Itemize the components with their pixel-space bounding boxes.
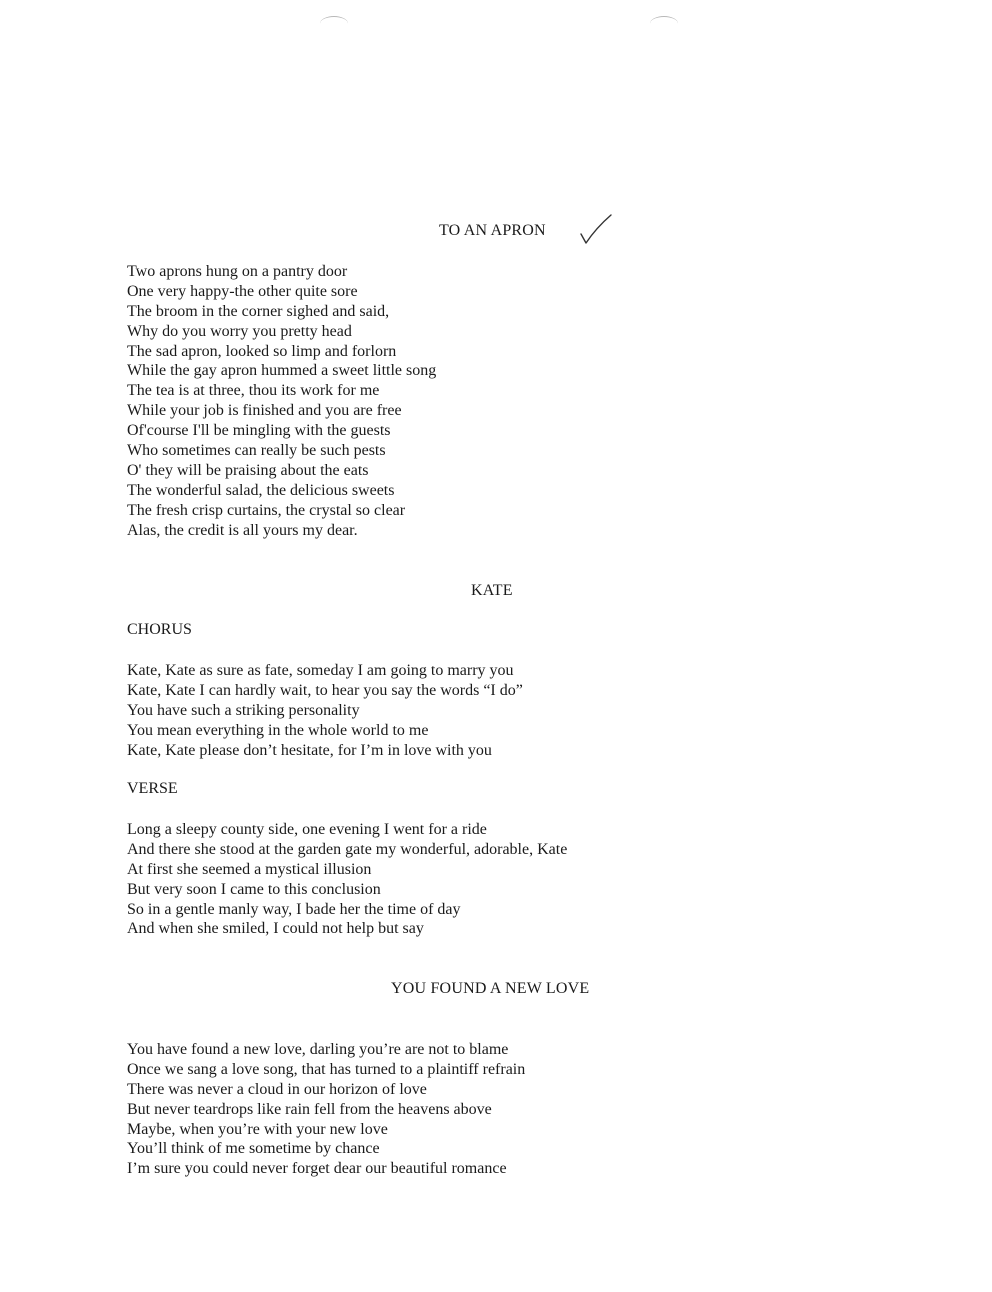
poem-line: But very soon I came to this conclusion [127,880,381,898]
poem-line: I’m sure you could never forget dear our beautiful romance [127,1160,507,1178]
poem-line: Maybe, when you’re with your new love [127,1120,388,1138]
poem-line: Long a sleepy county side, one evening I went for a ride [127,821,487,838]
poem-title-to-an-apron: TO AN APRON [439,222,546,239]
poem-line: But never teardrops like rain fell from the heavens above [127,1100,492,1118]
poem-line: And when she smiled, I could not help but say [127,920,424,938]
scan-artifact-mark [650,16,678,31]
poem-line: And there she stood at the garden gate my wonderful, adorable, Kate [127,840,568,858]
poem-line: Kate, Kate as sure as fate, someday I am going to marry you [127,662,514,679]
poem-line: There was never a cloud in our horizon of love [127,1080,427,1098]
handwritten-checkmark-icon [578,212,614,248]
poem-line: The broom in the corner sighed and said, [127,302,390,320]
poem-line: You’ll think of me sometime by chance [127,1140,380,1158]
poem-line: Why do you worry you pretty head [127,322,352,340]
verse-stanza [127,820,567,939]
poem-title-you-found-a-new-love: YOU FOUND A NEW LOVE [391,980,590,997]
poem-line: The fresh crisp curtains, the crystal so clear [127,501,406,519]
chorus-stanza [127,661,523,760]
poem-line: O' they will be praising about the eats [127,461,369,479]
poem-title-kate: KATE [471,582,513,599]
poem-line: While the gay apron hummed a sweet little song [127,362,437,380]
verse-heading: VERSE [127,780,178,797]
poem-line: Of'course I'll be mingling with the guests [127,422,391,440]
poem-line: The sad apron, looked so limp and forlorn [127,342,397,360]
poem-line: You have found a new love, darling you’re are not to blame [127,1041,509,1058]
poem-line: Who sometimes can really be such pests [127,442,386,460]
poem-line: Kate, Kate please don’t hesitate, for I’m in love with you [127,741,492,759]
poem-line: So in a gentle manly way, I bade her the time of day [127,900,461,918]
poem-line: Once we sang a love song, that has turned to a plaintiff refrain [127,1060,526,1078]
poem-line: The wonderful salad, the delicious sweets [127,481,395,499]
poem-line: You mean everything in the whole world to me [127,721,429,739]
scan-artifact-mark [320,16,348,31]
poem-line: While your job is finished and you are free [127,402,402,420]
poem-line: The tea is at three, thou its work for me [127,382,380,400]
poem-stanza-new-love [127,1040,525,1179]
poem-stanza-to-an-apron [127,262,436,540]
poem-line: Kate, Kate I can hardly wait, to hear you say the words “I do” [127,681,523,699]
poem-line: You have such a striking personality [127,701,360,719]
chorus-heading: CHORUS [127,621,192,638]
poem-line: One very happy-the other quite sore [127,282,358,300]
poem-line: At first she seemed a mystical illusion [127,860,372,878]
poem-line: Two aprons hung on a pantry door [127,263,348,280]
poem-line: Alas, the credit is all yours my dear. [127,521,358,539]
